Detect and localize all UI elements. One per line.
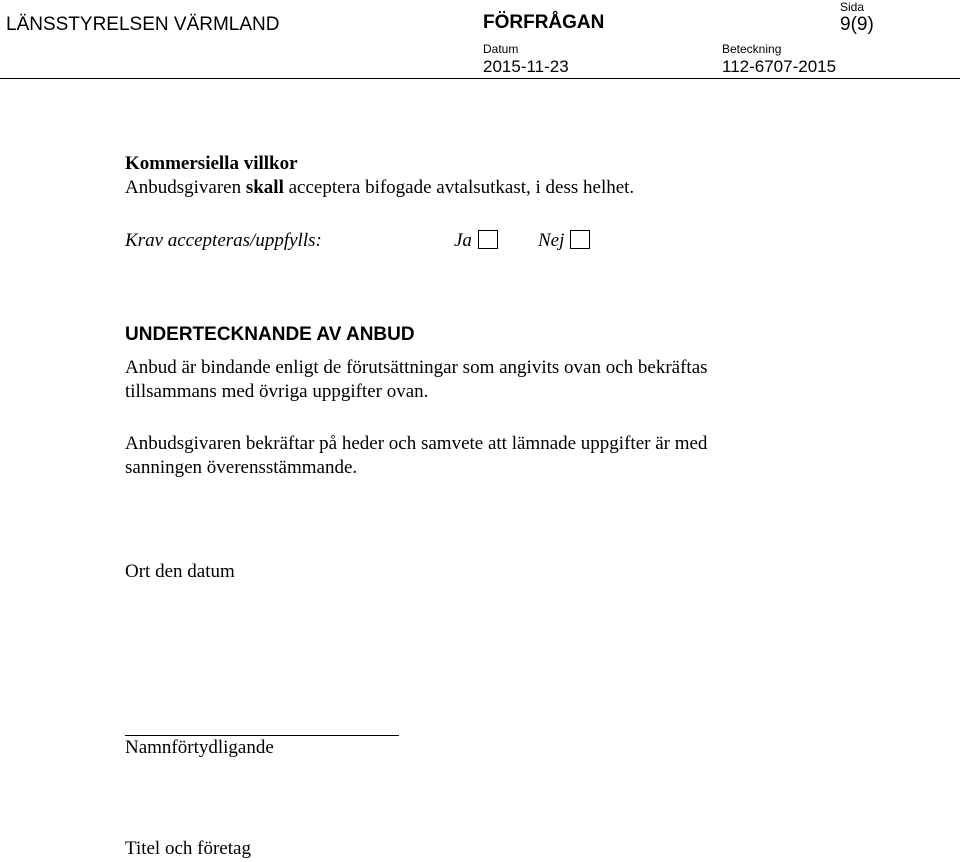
name-clarification-label: Namnförtydligande xyxy=(125,737,274,758)
section-title-commercial-terms: Kommersiella villkor xyxy=(125,153,298,174)
organization-name: LÄNSSTYRELSEN VÄRMLAND xyxy=(6,14,280,35)
page-number: 9(9) xyxy=(840,14,874,35)
option-ja[interactable] xyxy=(454,229,498,253)
nej-checkbox[interactable] xyxy=(570,230,590,249)
honor-declaration-line-2: sanningen överensstämmande. xyxy=(125,457,358,478)
honor-declaration-paragraph xyxy=(125,432,707,480)
document-type: FÖRFRÅGAN xyxy=(483,12,605,33)
option-nej-label: Nej xyxy=(538,230,565,251)
title-company-label: Titel och företag xyxy=(125,838,251,859)
binding-offer-paragraph xyxy=(125,356,708,404)
option-nej[interactable] xyxy=(538,229,590,253)
page-label: Sida xyxy=(840,0,865,14)
header-divider xyxy=(0,78,960,79)
honor-declaration-line-1: Anbudsgivaren bekräftar på heder och samvete att lämnade uppgifter är med xyxy=(125,433,708,454)
reference-value: 112-6707-2015 xyxy=(722,57,837,76)
reference-label: Beteckning xyxy=(722,42,782,56)
commercial-terms-text-start: Anbudsgivaren xyxy=(125,177,246,198)
commercial-terms-text-bold: skall xyxy=(245,177,284,198)
place-date-label: Ort den datum xyxy=(125,561,235,582)
date-label: Datum xyxy=(483,42,519,56)
option-ja-label: Ja xyxy=(454,230,472,251)
section-heading-signing: UNDERTECKNANDE AV ANBUD xyxy=(125,324,415,345)
ja-checkbox[interactable] xyxy=(478,230,498,249)
date-value: 2015-11-23 xyxy=(483,57,569,76)
requirement-label: Krav accepteras/uppfylls: xyxy=(125,230,322,251)
binding-offer-line-2: tillsammans med övriga uppgifter ovan. xyxy=(125,381,429,402)
binding-offer-line-1: Anbud är bindande enligt de förutsättningar som angivits ovan och bekräftas xyxy=(125,357,708,378)
commercial-terms-text-end: acceptera bifogade avtalsutkast, i dess helhet. xyxy=(283,177,635,198)
commercial-terms-text xyxy=(125,176,634,200)
